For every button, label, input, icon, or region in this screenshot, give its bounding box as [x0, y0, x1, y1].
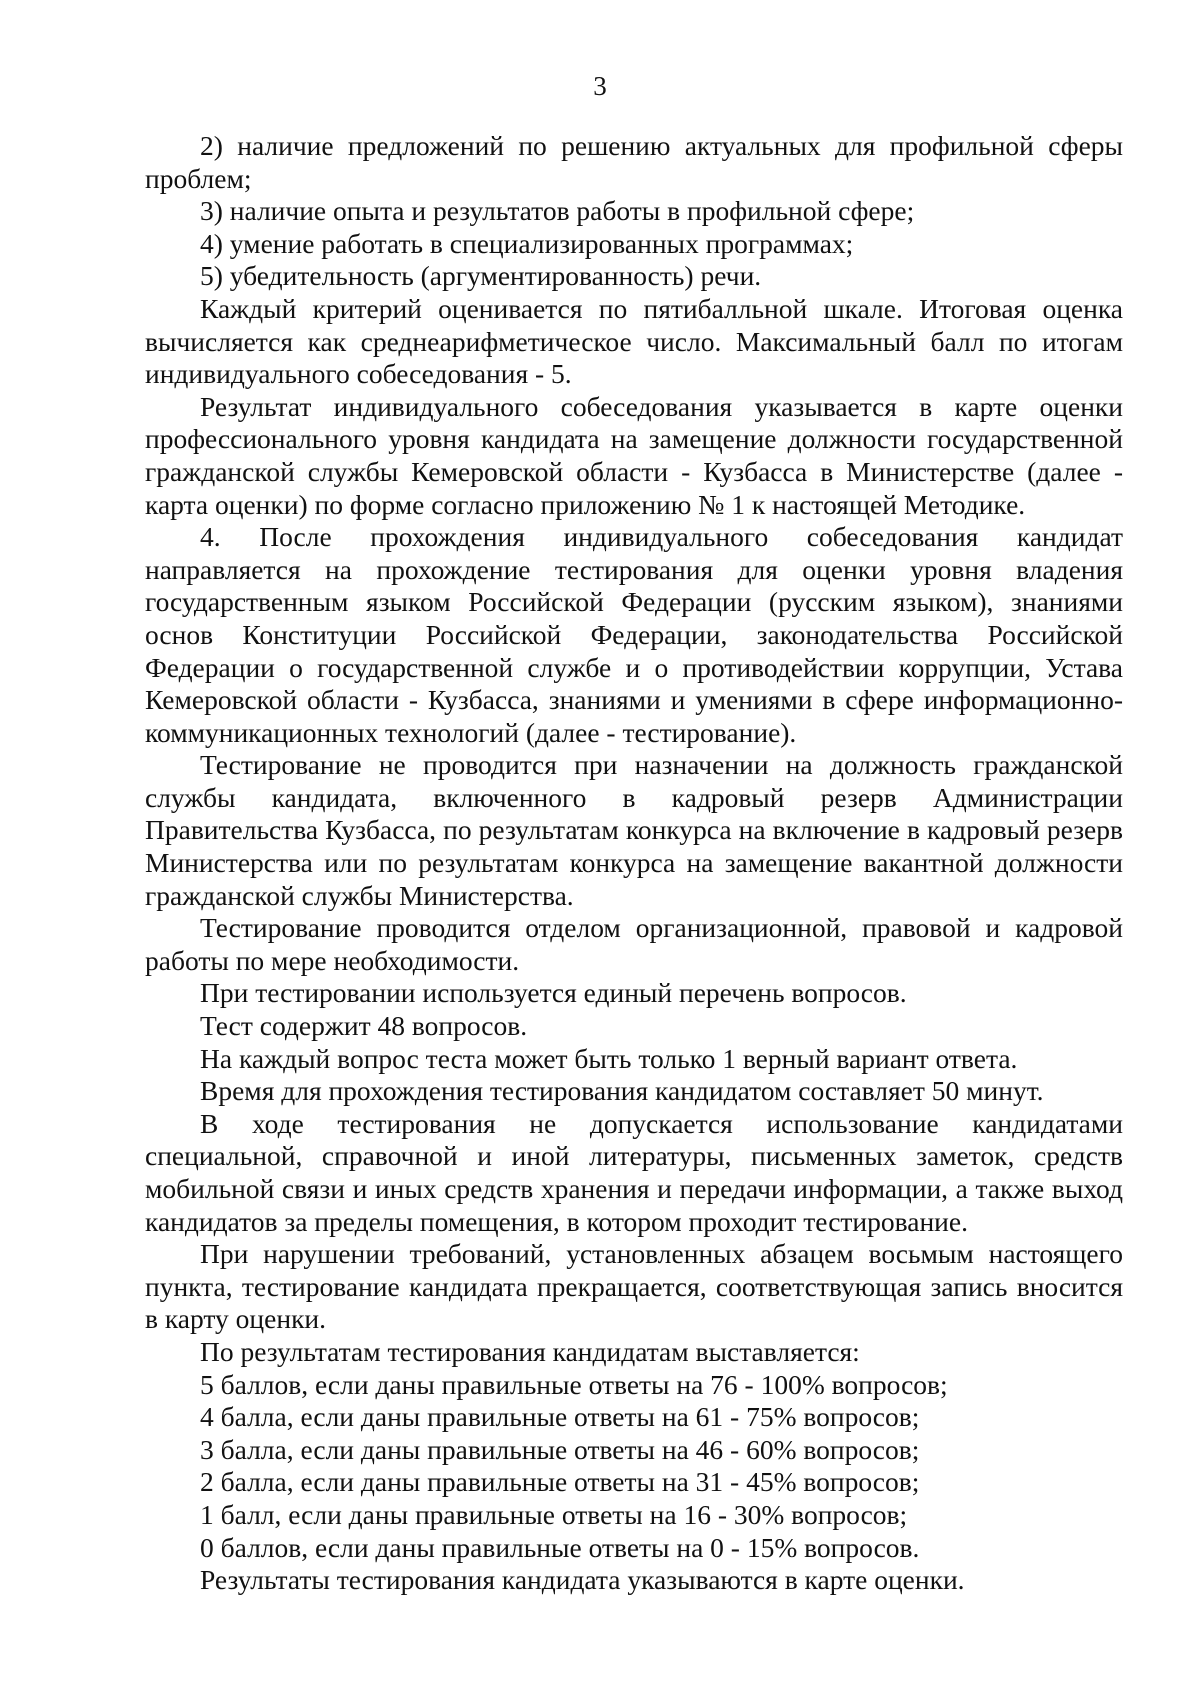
- paragraph-results-recorded: Результаты тестирования кандидата указываются в карте оценки.: [200, 1564, 965, 1596]
- paragraph-answer-variants: На каждый вопрос теста может быть только 1 верный вариант ответа.: [200, 1042, 1018, 1074]
- paragraph-score-1: 1 балл, если даны правильные ответы на 16 - 30% вопросов;: [200, 1498, 908, 1530]
- page-number: 3: [593, 71, 607, 101]
- paragraph-testing-department: Тестирование проводится отделом организационной, правовой и кадровой работы по мере необходимости.: [145, 912, 1123, 976]
- document-body: [145, 130, 1123, 1597]
- paragraph-criterion-4: 4) умение работать в специализированных программах;: [200, 227, 854, 259]
- paragraph-criterion-2: 2) наличие предложений по решению актуальных для профильной сферы проблем;: [145, 130, 1123, 194]
- paragraph-interview-result: Результат индивидуального собеседования указывается в карте оценки профессионального уровня кандидата на замещение должности государственной гражданской службы Кемеровской области - Кузбасса в Министерстве (далее - карта оценки) по форме согласно приложению № 1 к настоящей Методике.: [145, 390, 1123, 520]
- paragraph-violation: При нарушении требований, установленных абзацем восьмым настоящего пункта, тестирование кандидата прекращается, соответствующая запись вносится в карту оценки.: [145, 1238, 1123, 1335]
- paragraph-prohibitions: В ходе тестирования не допускается использование кандидатами специальной, справочной и иной литературы, письменных заметок, средств мобильной связи и иных средств хранения и передачи информации, а также выход кандидатов за пределы помещения, в котором проходит тестирование.: [145, 1107, 1123, 1237]
- paragraph-score-5: 5 баллов, если даны правильные ответы на 76 - 100% вопросов;: [200, 1368, 948, 1400]
- paragraph-question-list: При тестировании используется единый перечень вопросов.: [200, 977, 907, 1009]
- paragraph-score-2: 2 балла, если даны правильные ответы на 31 - 45% вопросов;: [200, 1466, 920, 1498]
- paragraph-testing-exemption: Тестирование не проводится при назначении на должность гражданской службы кандидата, включенного в кадровый резерв Администрации Правительства Кузбасса, по результатам конкурса на включение в кадровый резерв Министерства или по результатам конкурса на замещение вакантной должности гражданской службы Министерства.: [145, 749, 1123, 911]
- paragraph-criterion-5: 5) убедительность (аргументированность) речи.: [200, 260, 762, 292]
- paragraph-criterion-3: 3) наличие опыта и результатов работы в профильной сфере;: [200, 195, 915, 227]
- paragraph-score-0: 0 баллов, если даны правильные ответы на 0 - 15% вопросов.: [200, 1531, 920, 1563]
- paragraph-question-count: Тест содержит 48 вопросов.: [200, 1010, 528, 1042]
- paragraph-score-4: 4 балла, если даны правильные ответы на 61 - 75% вопросов;: [200, 1401, 920, 1433]
- paragraph-score-3: 3 балла, если даны правильные ответы на 46 - 60% вопросов;: [200, 1433, 920, 1465]
- paragraph-item-4-testing: 4. После прохождения индивидуального собеседования кандидат направляется на прохождение тестирования для оценки уровня владения государственным языком Российской Федерации (русским языком), знаниями основ Конституции Российской Федерации, законодательства Российской Федерации о государственной службе и о противодействии коррупции, Устава Кемеровской области - Кузбасса, знаниями и умениями в сфере информационно-коммуникационных технологий (далее - тестирование).: [145, 521, 1123, 748]
- paragraph-scoring-intro: По результатам тестирования кандидатам выставляется:: [200, 1335, 860, 1367]
- paragraph-scoring-scale: Каждый критерий оценивается по пятибалльной шкале. Итоговая оценка вычисляется как среднеарифметическое число. Максимальный балл по итогам индивидуального собеседования - 5.: [145, 292, 1123, 390]
- paragraph-time-limit: Время для прохождения тестирования кандидатом составляет 50 минут.: [200, 1075, 1044, 1107]
